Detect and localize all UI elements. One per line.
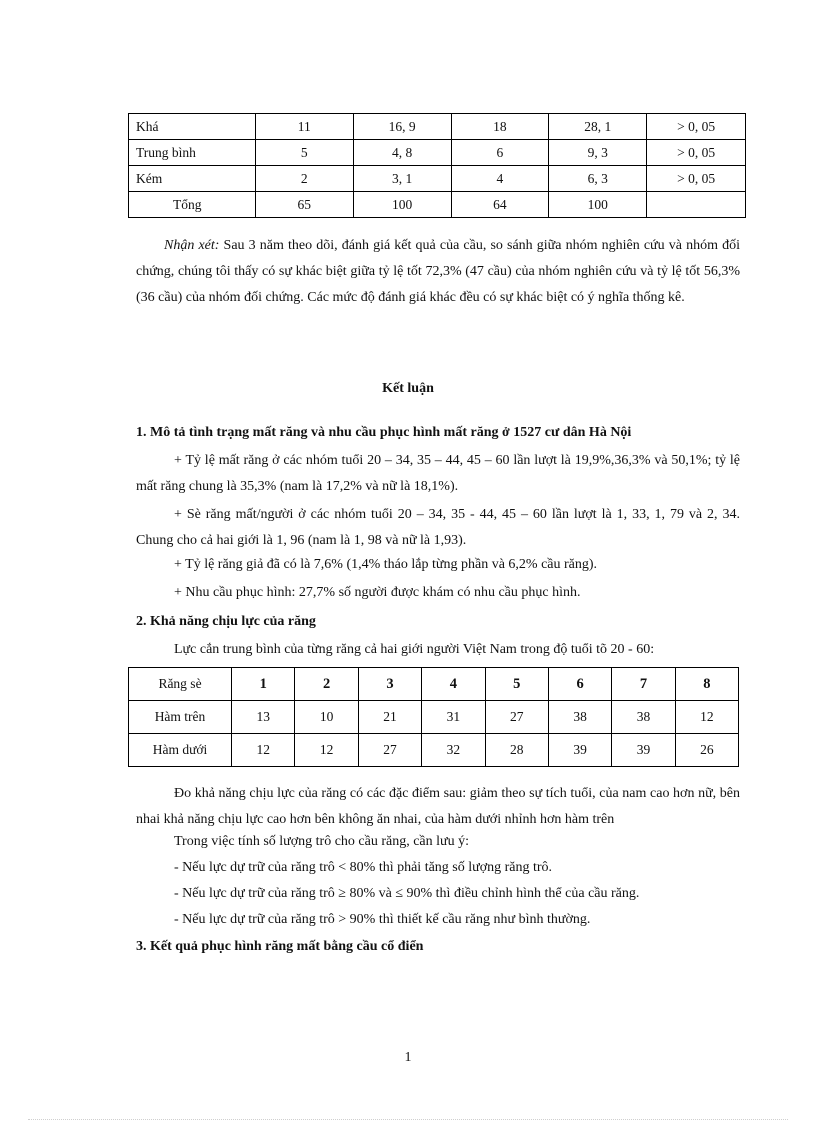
table-row — [129, 140, 746, 166]
tooth-number: 7 — [612, 668, 675, 701]
table-cell: 10 — [295, 701, 358, 734]
bite-force-table — [128, 667, 739, 767]
table-row — [129, 192, 746, 218]
table-cell: 31 — [422, 701, 485, 734]
table-cell — [647, 192, 746, 218]
section-2-paragraph-1: Đo khả năng chịu lực của răng có các đặc điểm sau: giảm theo sự tích tuổi, của nam cao hơn nữ, bên nhai khả năng chịu lực cao hơn bên không ăn nhai, của hàm dưới nhỉnh hơn hàm trên — [136, 786, 740, 827]
section-3-heading: 3. Kết quả phục hình răng mất bằng cầu cổ điển — [136, 939, 424, 954]
row-label: Hàm dưới — [129, 734, 232, 767]
remark-text: Sau 3 năm theo dõi, đánh giá kết quả của cầu, so sánh giữa nhóm nghiên cứu và nhóm đối chứng, chúng tôi thấy có sự khác biệt giữa tỷ lệ tốt 72,3% (47 cầu) của nhóm nghiên cứu và tỷ lệ tốt 56,3% (36 cầu) của nhóm đối chứng. Các mức độ đánh giá khác đều có sự khác biệt có ý nghĩa thống kê. — [136, 238, 740, 305]
row-label: Trung bình — [129, 140, 256, 166]
page-number: 1 — [404, 1050, 412, 1065]
table-cell: 21 — [358, 701, 421, 734]
conclusion-title: Kết luận — [382, 381, 434, 396]
table-cell: 28 — [485, 734, 548, 767]
table-header-row — [129, 668, 739, 701]
tooth-number: 8 — [675, 668, 738, 701]
tooth-number: 2 — [295, 668, 358, 701]
section-1-heading: 1. Mô tả tình trạng mất răng và nhu cầu phục hình mất răng ở 1527 cư dân Hà Nội — [136, 425, 632, 440]
tooth-number: 3 — [358, 668, 421, 701]
bullet-item: - Nếu lực dự trữ của răng trô ≥ 80% và ≤ 90% thì điều chỉnh hình thể của cầu răng. — [174, 886, 640, 901]
table-cell: 38 — [612, 701, 675, 734]
table-cell: 100 — [353, 192, 451, 218]
table-cell: 9, 3 — [549, 140, 647, 166]
table-cell: 12 — [675, 701, 738, 734]
bullet-item: - Nếu lực dự trữ của răng trô > 90% thì thiết kế cầu răng như bình thường. — [174, 912, 591, 927]
section-2-intro: Lực cắn trung bình của từng răng cả hai giới người Việt Nam trong độ tuổi tõ 20 - 60: — [174, 642, 655, 657]
table-row — [129, 114, 746, 140]
section-2-paragraph-2: Trong việc tính số lượng trô cho cầu răng, cần lưu ý: — [174, 834, 470, 849]
remark-paragraph — [136, 233, 740, 311]
table-cell: 39 — [612, 734, 675, 767]
table-cell: 11 — [255, 114, 353, 140]
table-cell: 27 — [358, 734, 421, 767]
table-cell: 13 — [232, 701, 295, 734]
table-cell: 12 — [295, 734, 358, 767]
table-cell: 6, 3 — [549, 166, 647, 192]
table-row — [129, 701, 739, 734]
row-label: Hàm trên — [129, 701, 232, 734]
table-cell: 32 — [422, 734, 485, 767]
row-label: Khá — [129, 114, 256, 140]
remark-label: Nhận xét: — [164, 238, 220, 253]
table-cell: 64 — [451, 192, 549, 218]
section-1-paragraph-3: + Tỷ lệ răng giả đã có là 7,6% (1,4% tháo lắp từng phần và 6,2% cầu răng). — [174, 557, 598, 572]
table-cell: 27 — [485, 701, 548, 734]
table-cell: 4, 8 — [353, 140, 451, 166]
table-cell: 18 — [451, 114, 549, 140]
table-cell: 38 — [548, 701, 611, 734]
tooth-number: 1 — [232, 668, 295, 701]
table-cell: 100 — [549, 192, 647, 218]
table-cell: 39 — [548, 734, 611, 767]
table-row — [129, 166, 746, 192]
bullet-item: - Nếu lực dự trữ của răng trô < 80% thì phải tăng số lượng răng trô. — [174, 860, 553, 875]
section-2-heading: 2. Khả năng chịu lực của răng — [136, 614, 316, 629]
tooth-number: 4 — [422, 668, 485, 701]
row-label: Kém — [129, 166, 256, 192]
table-cell: 12 — [232, 734, 295, 767]
table-cell: 5 — [255, 140, 353, 166]
table-cell: 26 — [675, 734, 738, 767]
tooth-number: 5 — [485, 668, 548, 701]
table-cell: 4 — [451, 166, 549, 192]
table-cell: 65 — [255, 192, 353, 218]
results-table — [128, 113, 746, 218]
table-cell: > 0, 05 — [647, 114, 746, 140]
section-1-paragraph-1: + Tỷ lệ mất răng ở các nhóm tuổi 20 – 34, 35 – 44, 45 – 60 lần lượt là 19,9%,36,3% và 50,1%; tỷ lệ mất răng chung là 35,3% (nam là 17,2% và nữ là 18,1%). — [136, 453, 740, 494]
table-row — [129, 734, 739, 767]
table-cell: > 0, 05 — [647, 166, 746, 192]
table-cell: 6 — [451, 140, 549, 166]
row-label: Tổng — [129, 192, 256, 218]
table-cell: 28, 1 — [549, 114, 647, 140]
section-1-paragraph-4: + Nhu cầu phục hình: 27,7% số người được khám có nhu cầu phục hình. — [174, 585, 581, 600]
table-cell: 2 — [255, 166, 353, 192]
table-cell: 3, 1 — [353, 166, 451, 192]
tooth-number: 6 — [548, 668, 611, 701]
header-label: Răng sè — [129, 668, 232, 701]
page-divider — [28, 1119, 788, 1120]
table-cell: 16, 9 — [353, 114, 451, 140]
section-1-paragraph-2: + Sè răng mất/người ở các nhóm tuổi 20 – 34, 35 - 44, 45 – 60 lần lượt là 1, 33, 1, 79 và 2, 34. Chung cho cả hai giới là 1, 96 (nam là 1, 98 và nữ là 1,93). — [136, 507, 740, 548]
table-cell: > 0, 05 — [647, 140, 746, 166]
